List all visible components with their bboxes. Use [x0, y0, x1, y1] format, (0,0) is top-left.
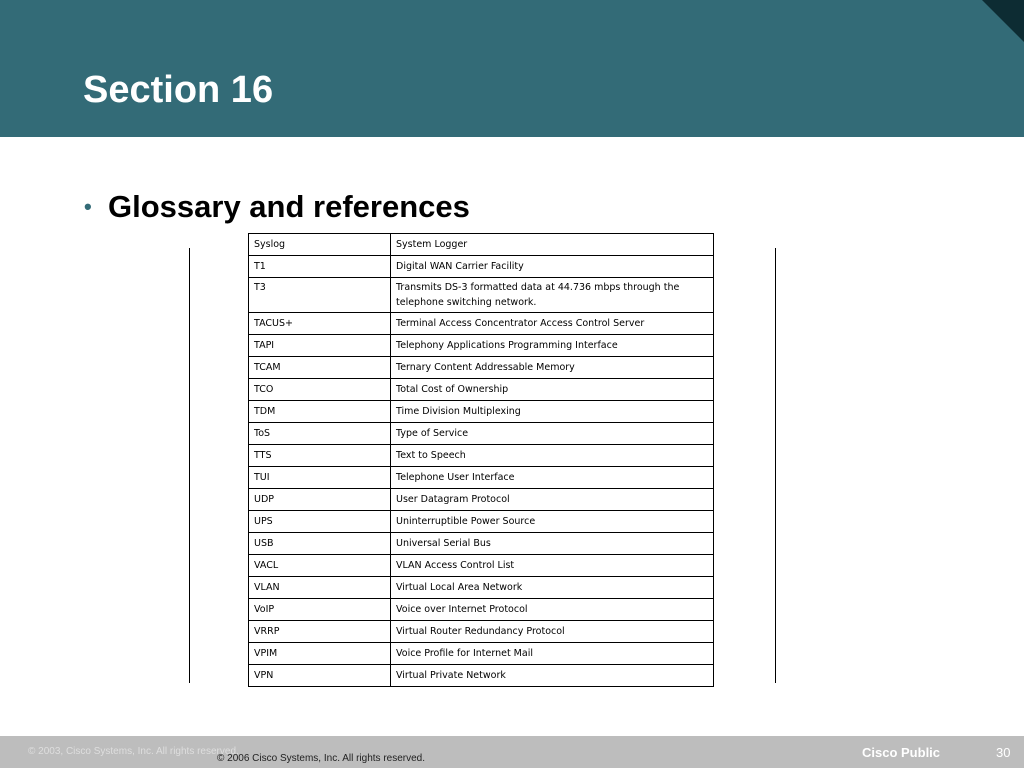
abbreviation-cell: T3	[249, 278, 391, 313]
abbreviation-cell: TTS	[249, 445, 391, 467]
table-row	[249, 533, 714, 555]
page-number: 30	[996, 745, 1011, 760]
definition-cell: Uninterruptible Power Source	[391, 511, 714, 533]
definition-cell: User Datagram Protocol	[391, 489, 714, 511]
table-row	[249, 357, 714, 379]
table-row	[249, 401, 714, 423]
abbreviation-cell: VPIM	[249, 643, 391, 665]
ghost-copyright: © 2003, Cisco Systems, Inc. All rights reserved.	[28, 746, 239, 757]
abbreviation-cell: TACUS+	[249, 313, 391, 335]
table-row	[249, 599, 714, 621]
table-row	[249, 665, 714, 687]
table-row	[249, 445, 714, 467]
corner-decoration	[982, 0, 1024, 42]
table-row	[249, 379, 714, 401]
definition-cell: Telephony Applications Programming Interface	[391, 335, 714, 357]
table-row	[249, 489, 714, 511]
table-row	[249, 643, 714, 665]
table-row	[249, 467, 714, 489]
definition-cell: Voice over Internet Protocol	[391, 599, 714, 621]
abbreviation-cell: TAPI	[249, 335, 391, 357]
table-row	[249, 256, 714, 278]
abbreviation-cell: T1	[249, 256, 391, 278]
definition-cell: Type of Service	[391, 423, 714, 445]
slide-footer	[0, 736, 1024, 768]
classification-label: Cisco Public	[862, 745, 941, 760]
table-row	[249, 313, 714, 335]
abbreviation-cell: Syslog	[249, 234, 391, 256]
definition-cell: Telephone User Interface	[391, 467, 714, 489]
bullet-text: Glossary and references	[108, 189, 470, 224]
definition-cell: Time Division Multiplexing	[391, 401, 714, 423]
abbreviation-cell: TDM	[249, 401, 391, 423]
definition-cell: Virtual Router Redundancy Protocol	[391, 621, 714, 643]
abbreviation-cell: USB	[249, 533, 391, 555]
bullet-icon: •	[84, 194, 92, 219]
abbreviation-cell: VPN	[249, 665, 391, 687]
definition-cell: Voice Profile for Internet Mail	[391, 643, 714, 665]
table-row	[249, 234, 714, 256]
glossary-table	[248, 233, 714, 687]
definition-cell: System Logger	[391, 234, 714, 256]
abbreviation-cell: VACL	[249, 555, 391, 577]
table-row	[249, 335, 714, 357]
definition-cell: Virtual Local Area Network	[391, 577, 714, 599]
definition-cell: Terminal Access Concentrator Access Control Server	[391, 313, 714, 335]
definition-cell: Total Cost of Ownership	[391, 379, 714, 401]
definition-cell: Digital WAN Carrier Facility	[391, 256, 714, 278]
table-row	[249, 423, 714, 445]
table-row	[249, 621, 714, 643]
abbreviation-cell: VoIP	[249, 599, 391, 621]
abbreviation-cell: VRRP	[249, 621, 391, 643]
abbreviation-cell: ToS	[249, 423, 391, 445]
slide-header	[0, 0, 1024, 137]
definition-cell: VLAN Access Control List	[391, 555, 714, 577]
abbreviation-cell: TCAM	[249, 357, 391, 379]
abbreviation-cell: UDP	[249, 489, 391, 511]
slide-title: Section 16	[83, 69, 274, 111]
abbreviation-cell: TUI	[249, 467, 391, 489]
table-row	[249, 278, 714, 313]
glossary-table-image	[189, 239, 776, 683]
abbreviation-cell: VLAN	[249, 577, 391, 599]
definition-cell: Transmits DS-3 formatted data at 44.736 mbps through the telephone switching network.	[391, 278, 714, 313]
definition-cell: Ternary Content Addressable Memory	[391, 357, 714, 379]
table-row	[249, 577, 714, 599]
table-row	[249, 511, 714, 533]
definition-cell: Universal Serial Bus	[391, 533, 714, 555]
copyright-text: © 2006 Cisco Systems, Inc. All rights reserved.	[217, 753, 426, 764]
definition-cell: Text to Speech	[391, 445, 714, 467]
abbreviation-cell: TCO	[249, 379, 391, 401]
table-row	[249, 555, 714, 577]
abbreviation-cell: UPS	[249, 511, 391, 533]
definition-cell: Virtual Private Network	[391, 665, 714, 687]
bullet-item	[84, 187, 470, 227]
